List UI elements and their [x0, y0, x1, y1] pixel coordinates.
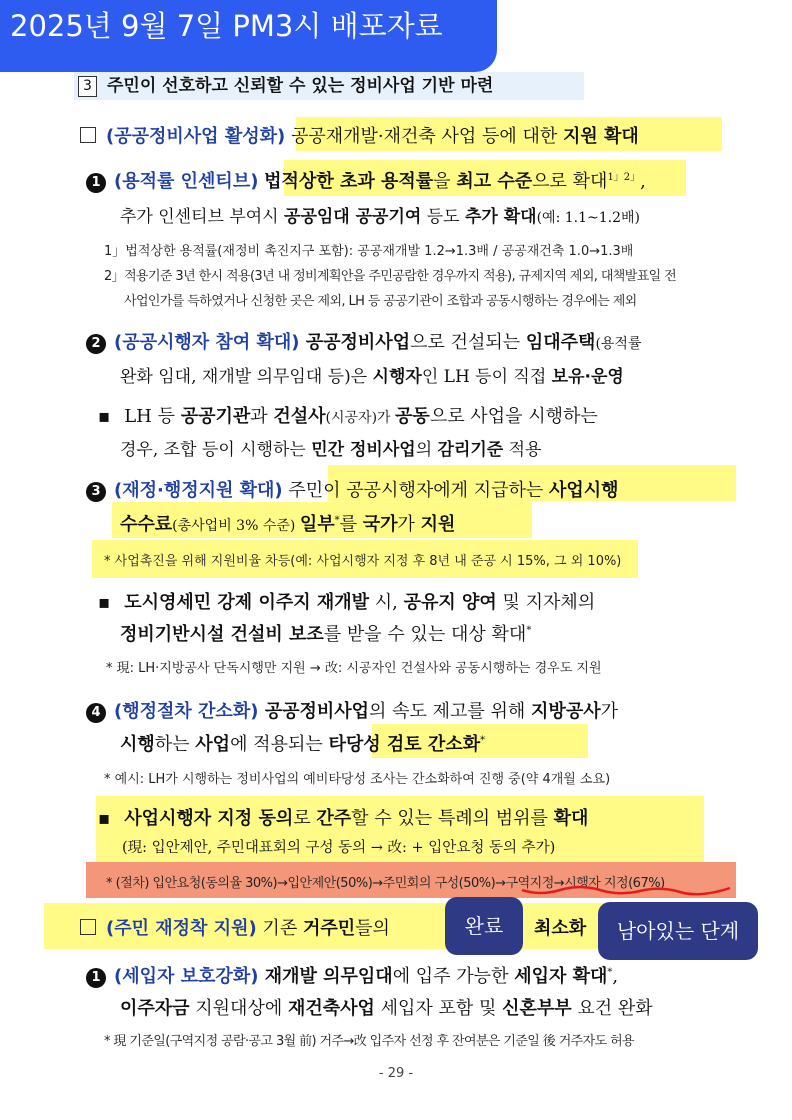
callout-done: 완료: [445, 897, 523, 955]
item-1-line-1: [86, 167, 646, 193]
item-bold: 사업: [195, 734, 231, 755]
bullet-icon: ▪: [98, 592, 111, 613]
item-text: (총사업비 3% 수준): [172, 518, 300, 534]
circled-number-icon: 1: [86, 968, 106, 988]
item-text: 의: [415, 440, 438, 460]
item-3-note: * 사업촉진을 위해 지원비율 차등(예: 사업시행자 지정 후 8년 내 준공 시 15%, 그 외 10%): [104, 554, 622, 569]
policy-line-2-tail: 최소화: [534, 918, 587, 939]
item-bold: 임대주택: [525, 332, 596, 353]
bullet-1-line-1: [98, 402, 598, 428]
bullet-icon: ▪: [98, 808, 111, 829]
item-text: LH 등: [124, 406, 181, 427]
item-bold: 이주자금: [120, 998, 190, 1019]
policy-heading: (공공정비사업 활성화): [106, 126, 286, 147]
footnote-2b: 사업인가를 득하였거나 신청한 곳은 제외, LH 등 공공기관이 조합과 공동시행하는 경우에는 제외: [124, 294, 637, 309]
item-4-line-1: [86, 697, 618, 723]
item-1-line-2: [120, 202, 640, 227]
section-number: 3: [78, 76, 97, 97]
item-bold: 간주: [316, 808, 352, 829]
circled-number-icon: 3: [86, 482, 106, 502]
bullet-1-line-2: [120, 435, 541, 460]
policy-text: 들의: [355, 918, 390, 939]
callout-remaining: 남아있는 단계: [598, 902, 758, 960]
item-text: ,: [612, 966, 619, 987]
item-bold: 공유지 양여: [403, 592, 497, 613]
item-5-note: * 現 기준일(구역지정 공람·공고 3월 前) 거주→改 입주자 선정 후 잔여분은 기준일 後 거주자도 허용: [104, 1034, 635, 1049]
item-text: 요건 완화: [571, 998, 653, 1019]
footnote-ref: *: [526, 625, 532, 636]
item-bold: 공공정비사업: [258, 701, 370, 722]
item-heading: (재정·행정지원 확대): [114, 480, 283, 501]
item-bold: 도시영세민 강제 이주지 재개발: [124, 592, 370, 613]
item-bold: 공공기관: [180, 406, 251, 427]
item-text: 하는: [154, 734, 196, 755]
item-bold: 타당성 검토 간소화: [328, 734, 481, 755]
item-heading: (행정절차 간소화): [114, 701, 259, 722]
item-text: 및 지자체의: [496, 592, 596, 613]
footnote-1: 1」법적상한 용적률(재정비 촉진지구 포함): 공공재개발 1.2→1.3배 / 공공재건축 1.0→1.3배: [104, 244, 634, 259]
item-5-line-1: [86, 962, 618, 988]
policy-line-1: [80, 122, 639, 148]
bullet-icon: ▪: [98, 406, 111, 427]
bullet-3-note: * (절차) 입안요청(동의율 30%)→입안제안(50%)→주민회의 구성(50%)→구역지정→시행자 지정(67%): [106, 876, 665, 891]
item-bold: 추가 확대: [464, 207, 537, 227]
item-text: 완화 임대, 재개발 의무임대 등)은: [120, 367, 373, 387]
item-bold: 일부: [299, 514, 335, 535]
banner-title: 2025년 9월 7일 PM3시 배포자료: [0, 0, 497, 72]
bullet-2-line-2: [120, 620, 531, 646]
circled-number-icon: 2: [86, 334, 106, 354]
item-text: 에 입주 가능한: [392, 966, 515, 987]
item-text: (예: 1.1~1.2배): [536, 210, 640, 226]
circled-number-icon: 1: [86, 173, 106, 193]
policy-heading: (주민 재정착 지원): [106, 918, 257, 939]
item-3-line-1: [86, 476, 619, 502]
footnote-ref: *: [334, 515, 340, 526]
item-bold: 사업시행자 지정 동의: [124, 808, 294, 829]
page-number: - 29 -: [378, 1066, 414, 1081]
item-3-line-2: [120, 510, 455, 536]
item-text: 가: [600, 701, 618, 722]
item-text: 과: [250, 406, 274, 427]
item-text: (시공자)가: [325, 410, 396, 426]
item-bold: 신혼부부: [502, 998, 572, 1019]
item-text: 로: [293, 808, 317, 829]
item-4-line-2: [120, 730, 485, 756]
item-heading: (용적률 인센티브): [114, 171, 259, 192]
policy-text: 공공재개발·재건축 사업 등에 대한: [285, 126, 563, 147]
item-text: 을: [433, 171, 457, 192]
footnote-ref: *: [607, 967, 613, 978]
item-bold: 재개발 의무임대: [258, 966, 393, 987]
footnote-ref: 1」2」: [607, 172, 641, 183]
circled-number-icon: 4: [86, 703, 106, 723]
item-text: (용적률: [595, 336, 642, 352]
item-bold: 건설사: [273, 406, 326, 427]
policy-bold: 거주민: [302, 918, 356, 939]
item-bold: 사업시행: [549, 480, 619, 501]
section-title: 주민이 선호하고 신뢰할 수 있는 정비사업 기반 마련: [107, 76, 494, 96]
item-bold: 감리기준: [437, 440, 504, 460]
section-header: [74, 72, 584, 100]
item-bold: 재건축사업: [287, 998, 375, 1019]
item-bold: 법적상한 초과 용적률: [264, 171, 434, 192]
item-bold: 보유·운영: [551, 367, 624, 387]
item-text: 주민이 공공시행자에게 지급하는: [282, 480, 549, 501]
item-bold: 정비기반시설 건설비 보조: [120, 624, 324, 645]
item-heading: (공공시행자 참여 확대): [114, 332, 300, 353]
item-bold: 공공정비사업: [299, 332, 411, 353]
footnote-ref: *: [480, 735, 486, 746]
item-bold: 지방공사: [531, 701, 601, 722]
item-bold: 수수료: [120, 514, 173, 535]
item-text: 등도: [421, 207, 465, 227]
item-text: 세입자 포함 및: [374, 998, 503, 1019]
footnote-2a: 2」적용기준 3년 한시 적용(3년 내 정비계획안을 주민공람한 경우까지 적용), 규제지역 제외, 대책발표일 전: [104, 269, 677, 284]
item-bold: 민간 정비사업: [311, 440, 416, 460]
item-bold: 확대: [553, 808, 589, 829]
policy-line-2: [80, 914, 390, 940]
item-text: 지원대상에: [189, 998, 288, 1019]
item-text: 에 적용되는: [230, 734, 329, 755]
item-bold: 국가: [362, 514, 398, 535]
red-underline-scribble: [520, 880, 740, 896]
item-text: 를: [339, 514, 363, 535]
item-text: 경우, 조합 등이 시행하는: [120, 440, 312, 460]
item-text: 할 수 있는 특례의 범위를: [351, 808, 554, 829]
item-4-note: * 예시: LH가 시행하는 정비사업의 예비타당성 조사는 간소화하여 진행 중(약 4개월 소요): [104, 772, 611, 787]
item-bold: 최고 수준: [456, 171, 533, 192]
bullet-3-line-1: [98, 804, 588, 830]
bullet-2-line-1: [98, 588, 595, 614]
item-5-line-2: [120, 994, 653, 1020]
item-bold: 지원: [420, 514, 456, 535]
item-bold: 시행: [120, 734, 155, 755]
bullet-2-note: * 現: LH·지방공사 단독시행만 지원 → 改: 시공자인 건설사와 공동시행하는 경우도 지원: [106, 661, 602, 676]
item-text: ,: [640, 171, 646, 192]
item-bold: 세입자 확대: [514, 966, 608, 987]
item-text: 가: [397, 514, 421, 535]
checkbox-square-icon: [80, 127, 96, 143]
item-text: 를 받을 수 있는 대상 확대: [323, 624, 527, 645]
item-text: 추가 인센티브 부여시: [120, 207, 285, 227]
item-heading: (세입자 보호강화): [114, 966, 259, 987]
item-2-line-2: [120, 362, 624, 387]
item-bold: 공공임대 공공기여: [284, 207, 422, 227]
item-text: 시,: [369, 592, 404, 613]
policy-bold: 지원 확대: [562, 126, 639, 147]
item-text: 으로 확대: [532, 171, 608, 192]
item-text: 으로 사업을 시행하는: [429, 406, 598, 427]
checkbox-square-icon: [80, 919, 96, 935]
item-bold: 공동: [395, 406, 430, 427]
item-text: 적용: [503, 440, 542, 460]
policy-text: 기존: [256, 918, 303, 939]
item-text: 으로 건설되는: [410, 332, 526, 353]
bullet-3-line-2: (現: 입안제안, 주민대표회의 구성 동의 → 改: + 입안요청 동의 추가): [122, 840, 556, 856]
item-text: 인 LH 등이 직접: [421, 367, 552, 387]
item-text: 의 속도 제고를 위해: [369, 701, 532, 722]
item-bold: 시행자: [372, 367, 422, 387]
item-2-line-1: [86, 328, 641, 354]
